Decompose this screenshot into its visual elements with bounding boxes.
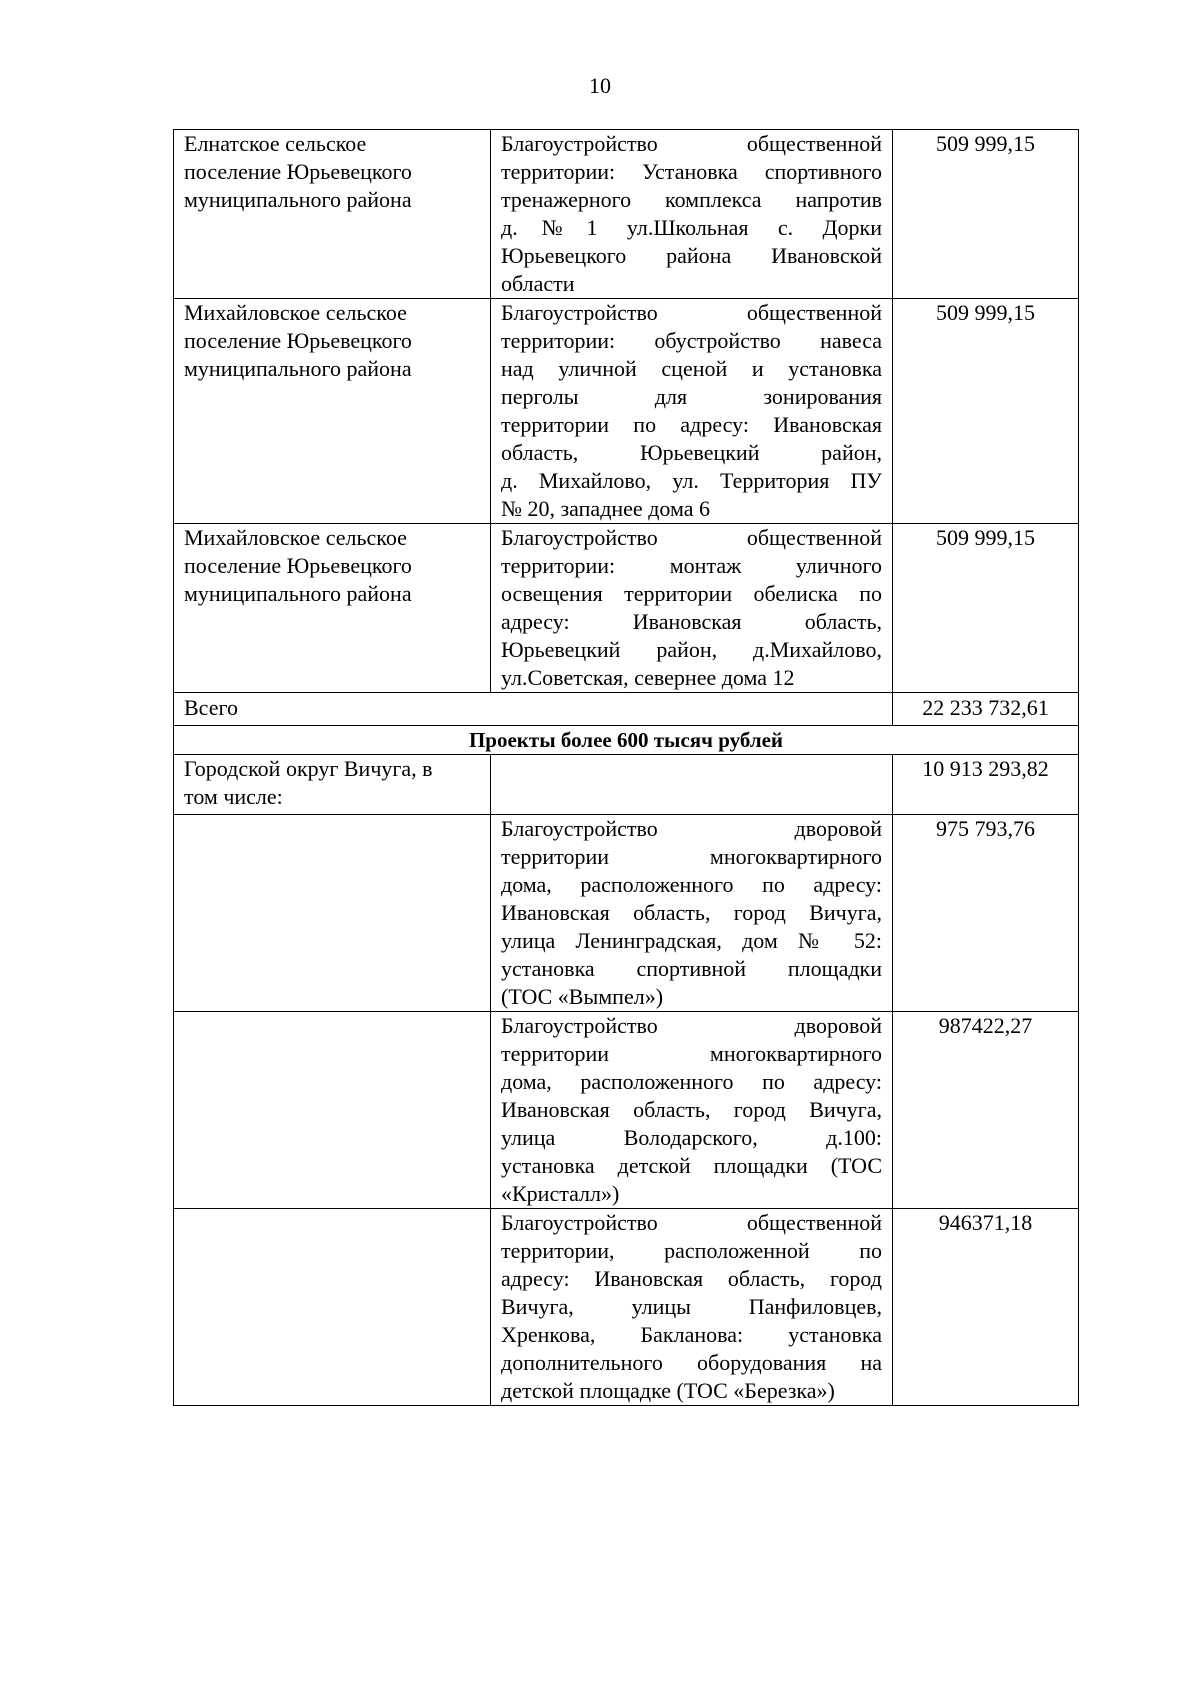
- total-row: [174, 693, 1079, 726]
- section-title-row: [174, 726, 1079, 755]
- table-row: [174, 1209, 1079, 1406]
- municipality-name-line: поселение Юрьевецкого: [184, 553, 412, 578]
- project-description-line: Ивановская область, город Вичуга,: [501, 900, 882, 925]
- project-description-line: перголы для зонирования: [501, 384, 882, 409]
- amount-cell: [893, 130, 1079, 299]
- project-description-line: Благоустройство дворовой: [501, 1013, 882, 1038]
- project-description-line: тренажерного комплекса напротив: [501, 187, 882, 212]
- total-label-cell: [174, 693, 893, 726]
- project-description-line: территории: обустройство навеса: [501, 328, 882, 353]
- project-description-line: Ивановская область, город Вичуга,: [501, 1097, 882, 1122]
- amount-cell: [893, 524, 1079, 693]
- project-description-line: улица Ленинградская, дом № 52:: [501, 928, 882, 953]
- municipality-name-line: муниципального района: [184, 356, 412, 381]
- section-title: Проекты более 600 тысяч рублей: [174, 726, 1079, 755]
- municipality-cell: [174, 299, 491, 524]
- project-description-line: установка детской площадки (ТОС: [501, 1153, 882, 1178]
- project-description-line: дома, расположенного по адресу:: [501, 1069, 882, 1094]
- district-amount: 10 913 293,82: [922, 756, 1049, 781]
- page-number: 10: [589, 73, 611, 98]
- project-description-line: территории: монтаж уличного: [501, 553, 882, 578]
- district-name-cell: [174, 755, 491, 815]
- district-amount-cell: [893, 755, 1079, 815]
- district-name-line: том числе:: [184, 784, 283, 809]
- project-description-line: установка спортивной площадки: [501, 956, 882, 981]
- project-description-line: территории, расположенной по: [501, 1238, 882, 1263]
- municipality-name-line: поселение Юрьевецкого: [184, 328, 412, 353]
- municipality-cell: [174, 815, 491, 1012]
- project-description-line: «Кристалл»): [501, 1181, 620, 1206]
- project-description-line: Благоустройство дворовой: [501, 816, 882, 841]
- project-description-line: улица Володарского, д.100:: [501, 1125, 882, 1150]
- municipality-name-line: муниципального района: [184, 581, 412, 606]
- table-row: [174, 299, 1079, 524]
- project-description-line: дома, расположенного по адресу:: [501, 872, 882, 897]
- project-description-line: Юрьевецкого района Ивановской: [501, 243, 882, 268]
- project-description-cell: [491, 1012, 893, 1209]
- project-description-line: Благоустройство общественной: [501, 525, 882, 550]
- project-description-line: над уличной сценой и установка: [501, 356, 882, 381]
- project-description-line: территории многоквартирного: [501, 1041, 882, 1066]
- district-description-cell: [491, 755, 893, 815]
- total-label: Всего: [184, 695, 238, 720]
- project-description-line: освещения территории обелиска по: [501, 581, 882, 606]
- amount-value: 987422,27: [938, 1013, 1033, 1038]
- project-description-line: Вичуга, улицы Панфиловцев,: [501, 1294, 882, 1319]
- municipality-name-line: Елнатское сельское: [184, 131, 367, 156]
- municipality-cell: [174, 130, 491, 299]
- project-description-line: (ТОС «Вымпел»): [501, 984, 664, 1009]
- project-description-cell: [491, 815, 893, 1012]
- project-description-line: детской площадке (ТОС «Березка»): [501, 1378, 835, 1403]
- project-description-line: адресу: Ивановская область, город: [501, 1266, 882, 1291]
- table-row: [174, 524, 1079, 693]
- amount-value: 975 793,76: [936, 816, 1035, 841]
- project-description-line: Юрьевецкий район, д.Михайлово,: [501, 637, 882, 662]
- project-description-line: адресу: Ивановская область,: [501, 609, 882, 634]
- amount-value: 509 999,15: [936, 131, 1035, 156]
- project-description-line: Благоустройство общественной: [501, 1210, 882, 1235]
- amount-cell: [893, 815, 1079, 1012]
- district-row: [174, 755, 1079, 815]
- project-description-line: ул.Советская, севернее дома 12: [501, 665, 795, 690]
- project-description-line: территории по адресу: Ивановская: [501, 412, 882, 437]
- amount-cell: [893, 1209, 1079, 1406]
- project-description-cell: [491, 524, 893, 693]
- municipality-name-line: Михайловское сельское: [184, 300, 407, 325]
- project-description-line: область, Юрьевецкий район,: [501, 440, 882, 465]
- municipality-name-line: поселение Юрьевецкого: [184, 159, 412, 184]
- table-row: [174, 130, 1079, 299]
- project-description-line: № 20, западнее дома 6: [501, 496, 710, 521]
- amount-value: 509 999,15: [936, 300, 1035, 325]
- project-description-line: Хренкова, Бакланова: установка: [501, 1322, 882, 1347]
- district-name-line: Городской округ Вичуга, в: [184, 756, 433, 781]
- project-description-cell: [491, 1209, 893, 1406]
- amount-value: 509 999,15: [936, 525, 1035, 550]
- project-description-line: области: [501, 271, 575, 296]
- project-description-line: д.№1 ул.Школьная с. Дорки: [501, 215, 882, 240]
- project-description-line: дополнительного оборудования на: [501, 1350, 882, 1375]
- project-description-cell: [491, 299, 893, 524]
- project-description-line: Благоустройство общественной: [501, 300, 882, 325]
- project-description-line: территории многоквартирного: [501, 844, 882, 869]
- project-description-cell: [491, 130, 893, 299]
- amount-value: 946371,18: [938, 1210, 1033, 1235]
- project-description-line: д. Михайлово, ул. Территория ПУ: [501, 468, 882, 493]
- municipality-name-line: Михайловское сельское: [184, 525, 407, 550]
- project-description-line: Благоустройство общественной: [501, 131, 882, 156]
- municipality-cell: [174, 1012, 491, 1209]
- total-amount: 22 233 732,61: [922, 695, 1049, 720]
- projects-table-body: [174, 130, 1079, 1406]
- table-row: [174, 815, 1079, 1012]
- municipality-cell: [174, 1209, 491, 1406]
- total-amount-cell: [893, 693, 1079, 726]
- table-row: [174, 1012, 1079, 1209]
- amount-cell: [893, 1012, 1079, 1209]
- municipality-cell: [174, 524, 491, 693]
- municipality-name-line: муниципального района: [184, 187, 412, 212]
- projects-table: [173, 129, 1079, 1406]
- project-description-line: территории: Установка спортивного: [501, 159, 882, 184]
- amount-cell: [893, 299, 1079, 524]
